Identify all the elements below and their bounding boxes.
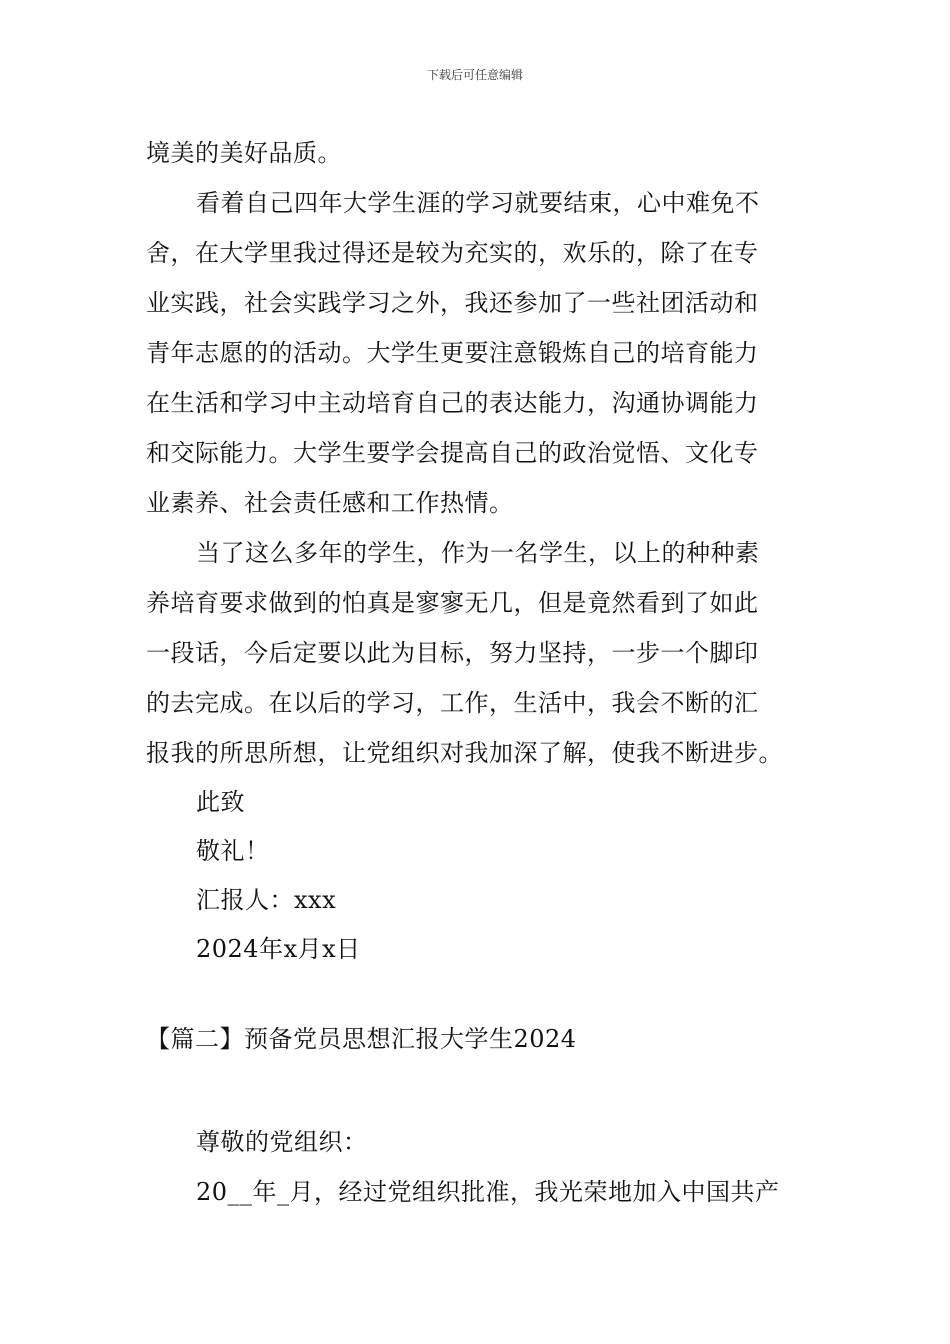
paragraph-line: 一段话，今后定要以此为目标，努力坚持，一步一个脚印 [146,639,759,667]
paragraph-line: 报我的所思所想，让党组织对我加深了解，使我不断进步。 [146,739,783,767]
closing-greeting: 此致 [196,788,245,816]
paragraph-line: 业实践，社会实践学习之外，我还参加了一些社团活动和 [146,289,759,317]
paragraph-line: 看着自己四年大学生涯的学习就要结束，心中难免不 [196,189,760,217]
page-header-note: 下载后可任意编辑 [426,68,523,82]
paragraph-line: 舍，在大学里我过得还是较为充实的，欢乐的，除了在专 [146,239,759,267]
paragraph-line: 在生活和学习中主动培育自己的表达能力，沟通协调能力 [146,389,759,417]
paragraph-line: 业素养、社会责任感和工作热情。 [146,489,514,517]
section-title: 【篇二】预备党员思想汇报大学生2024 [146,1025,577,1053]
paragraph-line: 青年志愿的的活动。大学生更要注意锻炼自己的培育能力 [146,339,759,367]
paragraph-line: 的去完成。在以后的学习，工作，生活中，我会不断的汇 [146,689,759,717]
paragraph-line: 和交际能力。大学生要学会提高自己的政治觉悟、文化专 [146,439,759,467]
reporter-name: 汇报人：xxx [196,886,337,914]
paragraph-line: 20__年_月，经过党组织批准，我光荣地加入中国共产 [196,1178,780,1206]
salutation: 尊敬的党组织： [196,1128,368,1156]
document-body [146,128,811,1217]
paragraph-line: 境美的美好品质。 [146,139,342,167]
paragraph-line: 养培育要求做到的怕真是寥寥无几，但是竟然看到了如此 [146,589,759,617]
report-date: 2024年x月x日 [196,935,361,963]
closing-salute: 敬礼！ [196,837,270,865]
paragraph-line: 当了这么多年的学生，作为一名学生，以上的种种素 [196,539,760,567]
